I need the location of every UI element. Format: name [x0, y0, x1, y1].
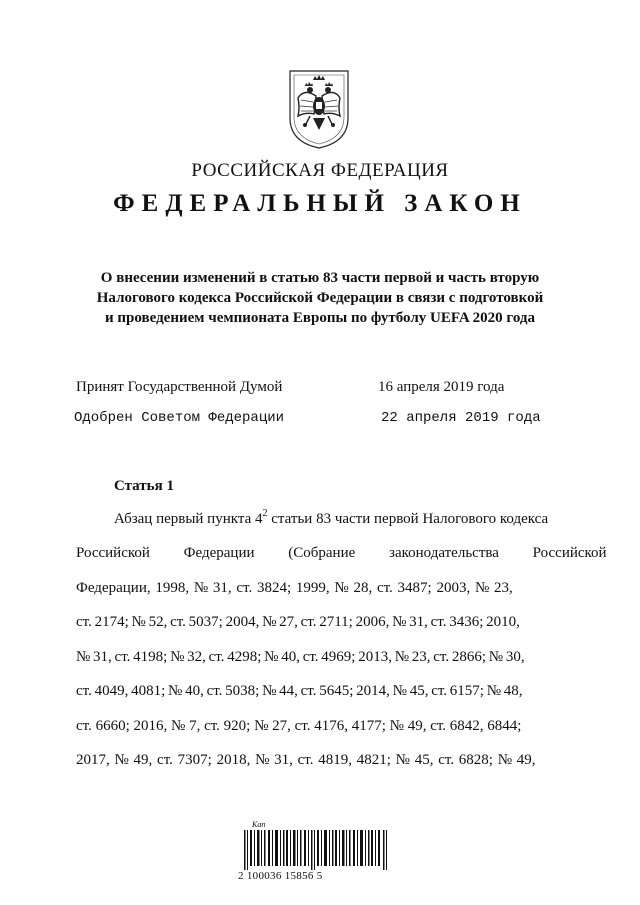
paragraph-line: ст. 6660; 2016, № 7, ст. 920; № 27, ст. 4176, 4177; № 49, ст. 6842, 6844;: [76, 718, 522, 734]
paragraph-line: № 31, ст. 4198; № 32, ст. 4298; № 40, ст. 4969; 2013, № 23, ст. 2866; № 30,: [76, 649, 525, 665]
paragraph-line: ст. 2174; № 52, ст. 5037; 2004, № 27, ст. 2711; 2006, № 31, ст. 3436; 2010,: [76, 614, 520, 630]
coat-of-arms-icon: [286, 68, 352, 150]
subject-line: О внесении изменений в статью 83 части первой и часть вторую: [100, 270, 540, 286]
paragraph-line: [114, 508, 556, 531]
barcode-mark: Кan: [252, 820, 266, 829]
duma-date: 16 апреля 2019 года: [378, 379, 505, 395]
paragraph-text: статьи 83 части первой Налогового кодекса: [267, 511, 549, 527]
subject-line: Налогового кодекса Российской Федерации в связи с подготовкой: [96, 290, 544, 306]
barcode-icon: [244, 830, 390, 870]
paragraph-text: Абзац первый пункта 4: [114, 511, 263, 527]
document-barcode: [236, 822, 396, 884]
country-heading: РОССИЙСКАЯ ФЕДЕРАЦИЯ: [191, 160, 449, 181]
document-type-heading: ФЕДЕРАЛЬНЫЙ ЗАКОН: [113, 190, 527, 217]
law-subject: [70, 268, 570, 328]
duma-label: Принят Государственной Думой: [76, 379, 283, 395]
paragraph-line: 2017, № 49, ст. 7307; 2018, № 31, ст. 4819, 4821; № 45, ст. 6828; № 49,: [76, 752, 536, 768]
article-title: Статья 1: [114, 478, 174, 494]
paragraph-line: Российской Федерации (Собрание законодательства Российской: [76, 545, 607, 561]
paragraph-line: Федерации, 1998, № 31, ст. 3824; 1999, № 28, ст. 3487; 2003, № 23,: [76, 580, 513, 596]
council-label: Одобрен Советом Федерации: [74, 410, 285, 426]
subject-line: и проведением чемпионата Европы по футболу UEFA 2020 года: [105, 310, 535, 326]
paragraph-line: ст. 4049, 4081; № 40, ст. 5038; № 44, ст. 5645; 2014, № 45, ст. 6157; № 48,: [76, 683, 523, 699]
council-date: 22 апреля 2019 года: [381, 410, 541, 426]
superscript: 2: [262, 508, 268, 519]
barcode-number: 2 100036 15856 5: [238, 870, 323, 882]
